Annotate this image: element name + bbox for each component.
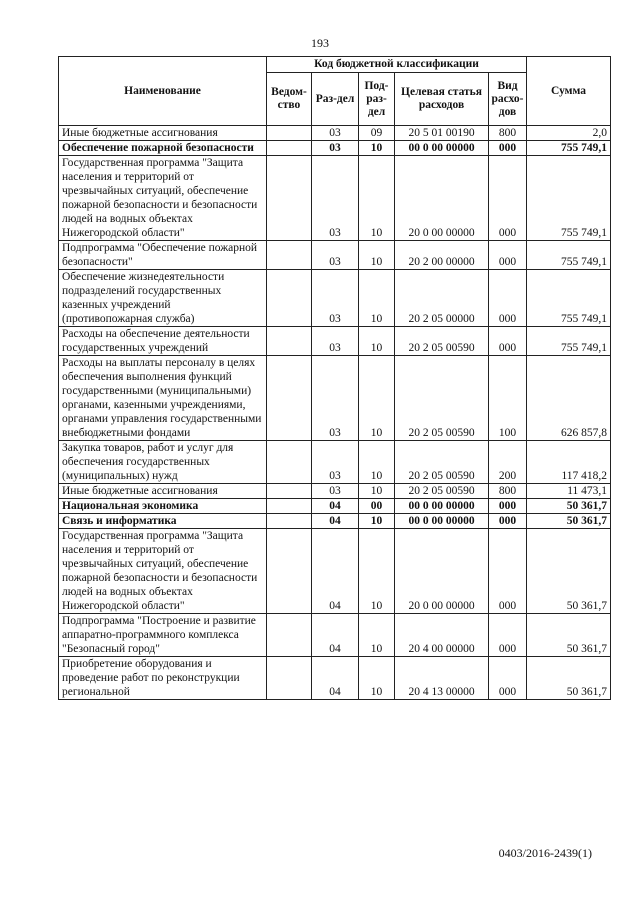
row-podrazdel: 10: [359, 657, 395, 700]
header-sum: Сумма: [527, 57, 611, 126]
header-target: Целевая статья расходов: [395, 73, 489, 126]
row-sum: 755 749,1: [527, 327, 611, 356]
table-body: [59, 126, 611, 700]
row-razdel: 03: [312, 241, 359, 270]
row-expense-type: 000: [489, 657, 527, 700]
row-vedomstvo: [267, 156, 312, 241]
table-row: [59, 356, 611, 441]
row-name: Обеспечение пожарной безопасности: [59, 141, 267, 156]
row-target-article: 20 4 13 00000: [395, 657, 489, 700]
table-row: [59, 327, 611, 356]
row-podrazdel: 10: [359, 529, 395, 614]
row-razdel: 04: [312, 614, 359, 657]
row-expense-type: 000: [489, 141, 527, 156]
row-podrazdel: 10: [359, 141, 395, 156]
row-razdel: 03: [312, 327, 359, 356]
row-sum: 2,0: [527, 126, 611, 141]
row-name: Приобретение оборудования и проведение работ по реконструкции региональной: [59, 657, 267, 700]
row-target-article: 20 0 00 00000: [395, 529, 489, 614]
row-name: Национальная экономика: [59, 499, 267, 514]
row-razdel: 03: [312, 441, 359, 484]
row-podrazdel: 10: [359, 241, 395, 270]
row-vedomstvo: [267, 514, 312, 529]
row-razdel: 04: [312, 529, 359, 614]
row-sum: 755 749,1: [527, 156, 611, 241]
row-vedomstvo: [267, 484, 312, 499]
row-target-article: 00 0 00 00000: [395, 141, 489, 156]
row-name: Подпрограмма "Обеспечение пожарной безопасности": [59, 241, 267, 270]
row-target-article: 00 0 00 00000: [395, 499, 489, 514]
row-sum: 50 361,7: [527, 657, 611, 700]
row-name: Расходы на обеспечение деятельности государственных учреждений: [59, 327, 267, 356]
row-name: Государственная программа "Защита населения и территорий от чрезвычайных ситуаций, обеспечение пожарной безопасности и безопасности людей на водных объектах Нижегородской области": [59, 529, 267, 614]
row-razdel: 04: [312, 499, 359, 514]
table-row: [59, 484, 611, 499]
header-podrazdel: Под-раз-дел: [359, 73, 395, 126]
row-sum: 117 418,2: [527, 441, 611, 484]
row-expense-type: 200: [489, 441, 527, 484]
row-expense-type: 000: [489, 514, 527, 529]
row-vedomstvo: [267, 529, 312, 614]
row-expense-type: 000: [489, 327, 527, 356]
row-sum: 50 361,7: [527, 514, 611, 529]
document-code: 0403/2016-2439(1): [498, 846, 592, 860]
row-expense-type: 800: [489, 126, 527, 141]
row-vedomstvo: [267, 356, 312, 441]
table-row: [59, 270, 611, 327]
row-target-article: 20 2 05 00590: [395, 441, 489, 484]
row-razdel: 03: [312, 356, 359, 441]
row-target-article: 20 2 00 00000: [395, 241, 489, 270]
row-name: Связь и информатика: [59, 514, 267, 529]
row-sum: 626 857,8: [527, 356, 611, 441]
row-podrazdel: 00: [359, 499, 395, 514]
row-expense-type: 800: [489, 484, 527, 499]
row-razdel: 03: [312, 484, 359, 499]
header-vid: Вид расхо-дов: [489, 73, 527, 126]
table-row: [59, 529, 611, 614]
row-podrazdel: 10: [359, 270, 395, 327]
row-vedomstvo: [267, 657, 312, 700]
row-podrazdel: 10: [359, 514, 395, 529]
row-target-article: 20 0 00 00000: [395, 156, 489, 241]
table-row: [59, 241, 611, 270]
row-target-article: 20 2 05 00000: [395, 270, 489, 327]
row-expense-type: 100: [489, 356, 527, 441]
row-vedomstvo: [267, 499, 312, 514]
row-sum: 755 749,1: [527, 270, 611, 327]
row-podrazdel: 10: [359, 484, 395, 499]
row-razdel: 04: [312, 514, 359, 529]
row-vedomstvo: [267, 141, 312, 156]
row-name: Иные бюджетные ассигнования: [59, 484, 267, 499]
table-row: [59, 141, 611, 156]
row-sum: 755 749,1: [527, 241, 611, 270]
table-row: [59, 614, 611, 657]
row-sum: 11 473,1: [527, 484, 611, 499]
row-vedomstvo: [267, 241, 312, 270]
row-expense-type: 000: [489, 614, 527, 657]
table-row: [59, 126, 611, 141]
header-code-group: Код бюджетной классификации: [267, 57, 527, 73]
row-vedomstvo: [267, 614, 312, 657]
row-vedomstvo: [267, 270, 312, 327]
table-row: [59, 514, 611, 529]
row-name: Закупка товаров, работ и услуг для обеспечения государственных (муниципальных) нужд: [59, 441, 267, 484]
row-expense-type: 000: [489, 270, 527, 327]
row-name: Государственная программа "Защита населения и территорий от чрезвычайных ситуаций, обеспечение пожарной безопасности и безопасности людей на водных объектах Нижегородской области": [59, 156, 267, 241]
row-razdel: 03: [312, 270, 359, 327]
row-sum: 755 749,1: [527, 141, 611, 156]
table-row: [59, 499, 611, 514]
row-vedomstvo: [267, 441, 312, 484]
row-name: Подпрограмма "Построение и развитие аппаратно-программного комплекса "Безопасный город": [59, 614, 267, 657]
table-row: [59, 441, 611, 484]
row-name: Иные бюджетные ассигнования: [59, 126, 267, 141]
row-name: Обеспечение жизнедеятельности подразделений государственных казенных учреждений (противопожарная служба): [59, 270, 267, 327]
row-target-article: 20 2 05 00590: [395, 356, 489, 441]
row-podrazdel: 10: [359, 614, 395, 657]
row-expense-type: 000: [489, 499, 527, 514]
budget-table: [58, 56, 611, 700]
page-number: 193: [311, 36, 329, 50]
header-vedomstvo: Ведом-ство: [267, 73, 312, 126]
row-vedomstvo: [267, 327, 312, 356]
row-target-article: 20 2 05 00590: [395, 484, 489, 499]
row-sum: 50 361,7: [527, 614, 611, 657]
row-target-article: 00 0 00 00000: [395, 514, 489, 529]
row-razdel: 03: [312, 141, 359, 156]
row-podrazdel: 10: [359, 156, 395, 241]
row-target-article: 20 5 01 00190: [395, 126, 489, 141]
row-sum: 50 361,7: [527, 499, 611, 514]
header-name: Наименование: [59, 57, 267, 126]
header-razdel: Раз-дел: [312, 73, 359, 126]
row-name: Расходы на выплаты персоналу в целях обеспечения выполнения функций государственными (муниципальными) органами, казенными учреждениями, органами управления государственными внебюджетными фондами: [59, 356, 267, 441]
row-razdel: 04: [312, 657, 359, 700]
row-podrazdel: 10: [359, 356, 395, 441]
row-podrazdel: 09: [359, 126, 395, 141]
row-target-article: 20 2 05 00590: [395, 327, 489, 356]
table-row: [59, 156, 611, 241]
row-podrazdel: 10: [359, 327, 395, 356]
row-podrazdel: 10: [359, 441, 395, 484]
row-vedomstvo: [267, 126, 312, 141]
row-expense-type: 000: [489, 529, 527, 614]
row-expense-type: 000: [489, 156, 527, 241]
row-target-article: 20 4 00 00000: [395, 614, 489, 657]
row-expense-type: 000: [489, 241, 527, 270]
row-razdel: 03: [312, 156, 359, 241]
row-razdel: 03: [312, 126, 359, 141]
row-sum: 50 361,7: [527, 529, 611, 614]
table-row: [59, 657, 611, 700]
